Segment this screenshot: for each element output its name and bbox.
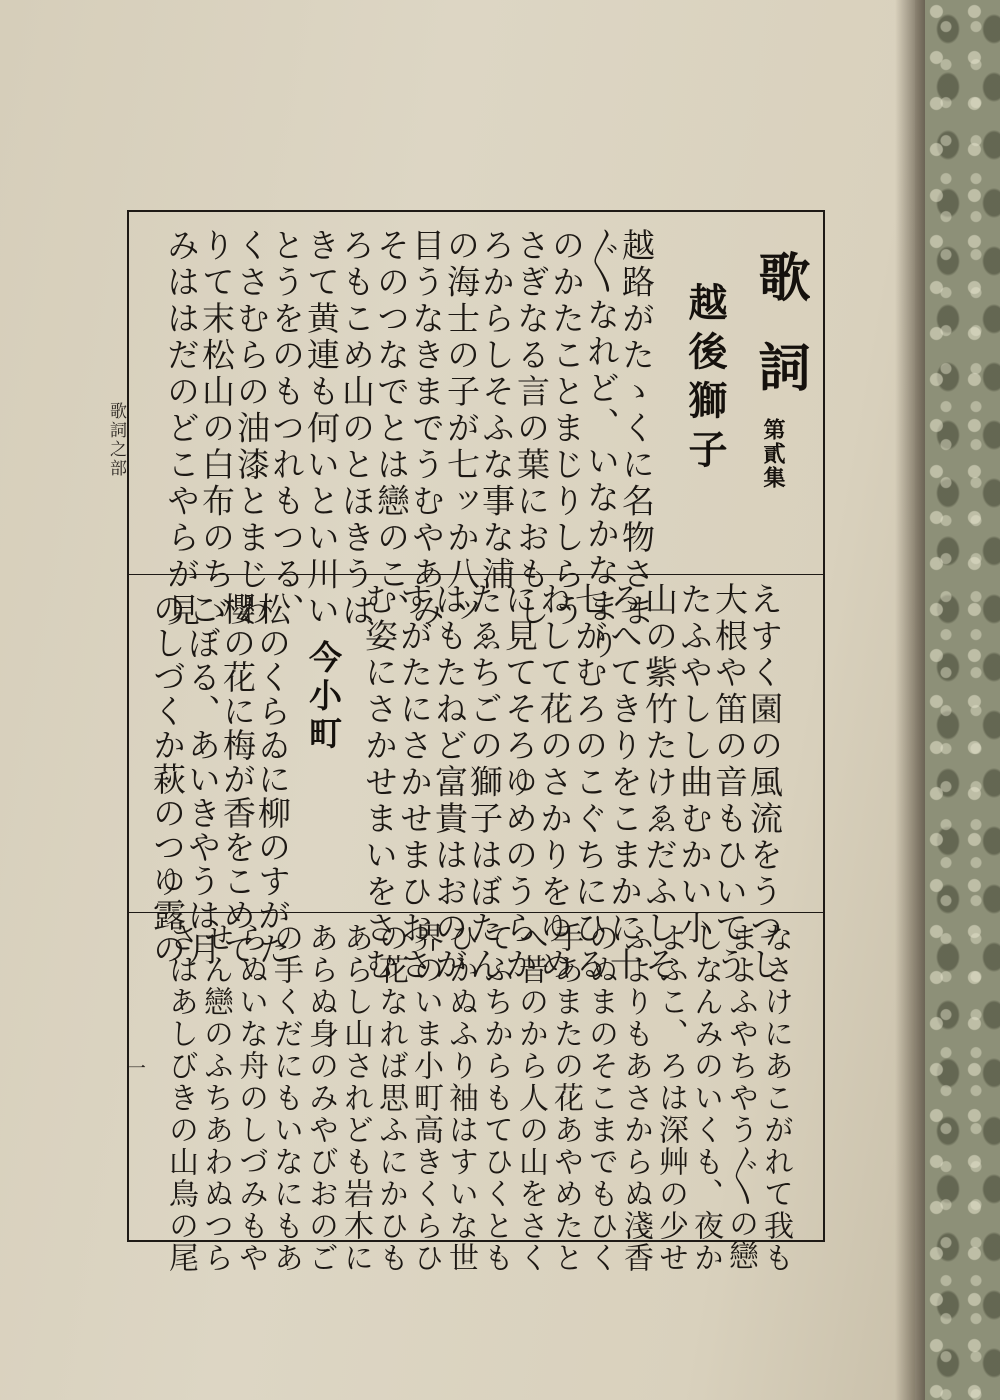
- collection-subtitle: 第貳集: [760, 418, 785, 490]
- text-column: 越路がたゝくに名物さま: [617, 228, 656, 630]
- text-column: えすく園の風流をうつし: [745, 582, 784, 984]
- text-column: 山の紫竹たけゑだふしそ: [640, 582, 679, 984]
- text-column: きて黄連も何いとい川い: [302, 228, 341, 630]
- text-column: のしづくか萩のつゆ露の: [148, 592, 187, 966]
- text-column: はもたねど富貴はおのが: [430, 582, 469, 984]
- text-column: なさけにあこがれて我も: [758, 922, 793, 1274]
- text-column: の花なれば思ふにかひも: [373, 922, 408, 1274]
- text-column: 七がむろのこぐちにひる: [570, 582, 609, 984]
- text-column: へ昔のから人の山をさく: [513, 922, 548, 1274]
- text-column: りて末松山の白布のちゞ: [197, 228, 236, 630]
- text-column: さぎなる言の葉におもし: [512, 228, 551, 630]
- text-column: ろへてきりをこまかに十: [605, 582, 644, 984]
- text-column: の海士の子が七ッか八ッ: [442, 228, 481, 630]
- text-column: てふちからもてひくとも: [478, 922, 513, 1274]
- collection-title: 歌詞: [749, 250, 809, 430]
- text-column: らぬいな舟のしづみもや: [233, 922, 268, 1274]
- text-column: すがたにさかせまひおさ: [395, 582, 434, 984]
- text-column: しなんみのいくも、夜か: [688, 922, 723, 1274]
- text-column: 界のいま小町高きくらひ: [408, 922, 443, 1274]
- text-column: たゑちごの獅子はぼたん: [465, 582, 504, 984]
- text-column: の手くだにもいなにもあ: [268, 922, 303, 1274]
- text-column: そのつなでとは戀のこ、: [372, 228, 411, 630]
- text-column: む姿にさかせまいをさむ: [360, 582, 399, 984]
- text-column: ろからしそふな事な浦: [477, 228, 516, 593]
- text-column: 櫻の花に梅が香をこめて: [218, 592, 257, 966]
- text-column: 〴〵なれど、いなかなまり: [582, 228, 621, 663]
- song-title-echigo-jishi: 越後獅子: [682, 282, 727, 478]
- text-column: 大根や笛の音もひいてう: [710, 582, 749, 984]
- text-column: まよふやちやう〴〵の戀: [723, 922, 758, 1272]
- text-column: ふよりもあさからぬ淺香: [618, 922, 653, 1274]
- text-column: さはあしびきの山鳥の尾: [163, 922, 198, 1274]
- text-column: あらし山されども岩木に: [338, 922, 373, 1274]
- running-head: 歌詞之部: [106, 402, 126, 478]
- text-column: ねして花のさかりをゆめ: [535, 582, 574, 984]
- text-column: 松のくらゐに柳のすがた: [253, 592, 292, 966]
- text-column: くさむらの油漆とまじわ: [232, 228, 271, 630]
- text-column: ろもこめ山のとほきうは: [337, 228, 376, 630]
- patterned-cover: [925, 0, 1000, 1400]
- text-column: みははだのどこやらが見: [162, 228, 201, 630]
- page-number: 一: [126, 1056, 146, 1080]
- text-column: とうをのもつれもつる、: [267, 228, 306, 630]
- text-column: あらぬ身のみやびおのご: [303, 922, 338, 1274]
- text-column: 手あまたの花あやめたと: [548, 922, 583, 1274]
- text-column: のぬまのそこまでもひく: [583, 922, 618, 1274]
- text-column: たふやしし曲むかい小: [675, 582, 714, 947]
- song-title-ima-komachi: 今小町: [304, 640, 343, 754]
- text-column: に見てそろゆめのうらか: [500, 582, 539, 984]
- text-column: せん戀のふちあわぬつら: [198, 922, 233, 1274]
- text-column: 目うなきまでうむやあみ: [407, 228, 446, 630]
- text-column: よふこ、ろは深艸の少せ: [653, 922, 688, 1274]
- text-column: のかたことまじりしらう: [547, 228, 586, 630]
- text-column: こぼる、あいきやうは月: [183, 592, 222, 966]
- text-column: ひかぬふり袖はすいな世: [443, 922, 478, 1274]
